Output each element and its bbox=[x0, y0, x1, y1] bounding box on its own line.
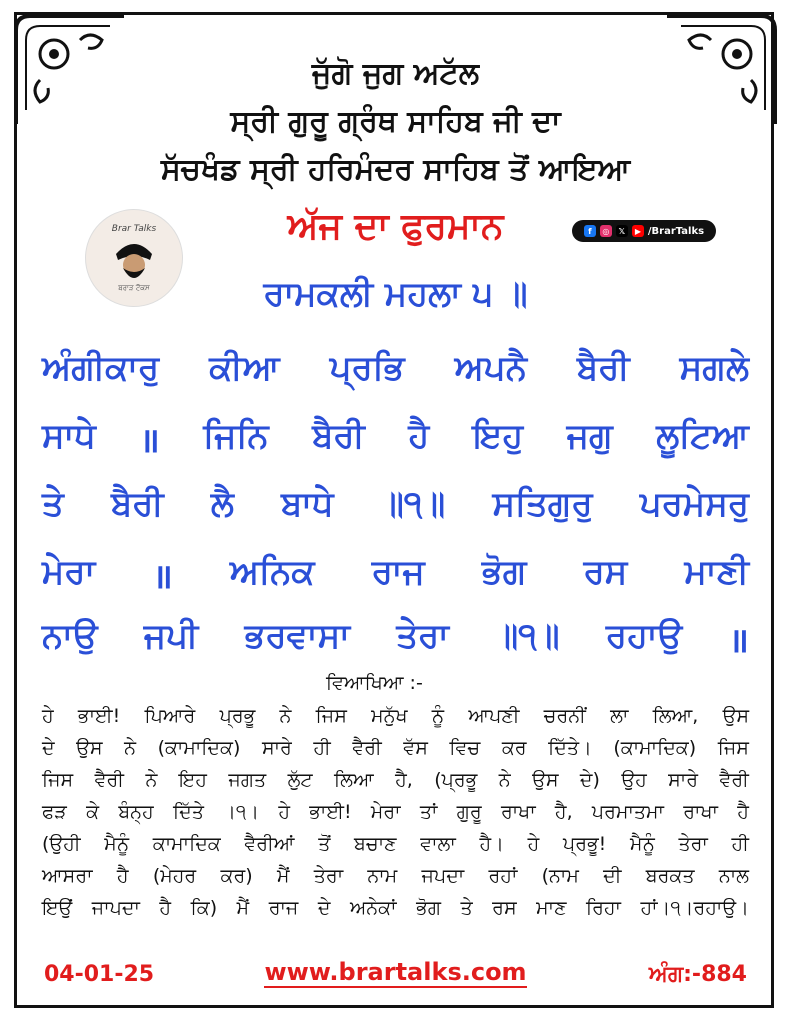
social-handle: /BrarTalks bbox=[647, 225, 705, 237]
word: ॥ bbox=[152, 557, 173, 597]
word: ਲਿਆ bbox=[334, 769, 374, 791]
word: ਜਗੁ bbox=[566, 416, 613, 456]
word: ਨੇ bbox=[498, 769, 511, 791]
word: ਰਾਖਾ bbox=[500, 801, 536, 823]
word: ਤੋਂ bbox=[318, 833, 331, 855]
word: ਉਸ bbox=[722, 705, 749, 727]
word: ਇਉਂ bbox=[42, 897, 73, 919]
word: ਪਰਮਾਤਮਾ bbox=[591, 801, 664, 823]
word: ਲਾ bbox=[610, 705, 629, 727]
word: ਸਗਲੇ bbox=[679, 348, 749, 388]
word: ਪ੍ਰਭੂ! bbox=[562, 833, 607, 855]
word: ਤੇ bbox=[460, 897, 473, 919]
word: ਨੇ bbox=[145, 769, 158, 791]
word: ਮੇਰਾ bbox=[42, 552, 96, 592]
shabad-title: ਰਾਮਕਲੀ ਮਹਲਾ ੫ ॥ bbox=[263, 274, 528, 314]
word: (ਨਾਮ bbox=[541, 865, 579, 887]
word: ਸਾਰੇ bbox=[261, 737, 292, 759]
word: ਜਿਨਿ bbox=[203, 416, 269, 456]
word: ਮਨੁੱਖ bbox=[371, 705, 408, 727]
word: ਕਰ) bbox=[220, 865, 253, 887]
header-line-1: ਜੁੱਗੋ ਜੁਗ ਅਟੱਲ bbox=[311, 56, 480, 91]
word: ਹਾਂ।੧।ਰਹਾਉ। bbox=[640, 897, 749, 919]
word: ਜਿਸ bbox=[717, 737, 749, 759]
word: ਰਸ bbox=[583, 552, 628, 592]
word: ਫੜ bbox=[42, 801, 67, 823]
word: ਭੋਗ bbox=[481, 552, 527, 592]
word: ਪਿਆਰੇ bbox=[144, 705, 196, 727]
facebook-icon[interactable]: f bbox=[584, 225, 596, 237]
word: ॥ bbox=[728, 621, 749, 661]
word: ਤੇਰਾ bbox=[313, 865, 344, 887]
word: ਜਪੀ bbox=[143, 616, 199, 656]
word: ਪਰਮੇਸਰੁ bbox=[639, 484, 749, 524]
word: ਰਾਜ bbox=[371, 552, 425, 592]
word: ਮਾਣ bbox=[536, 897, 567, 919]
vyakhya-line bbox=[42, 897, 749, 919]
page-title: ਅੱਜ ਦਾ ਫੁਰਮਾਨ bbox=[287, 206, 504, 247]
shabad-line bbox=[42, 348, 749, 388]
word: ਰਸ bbox=[492, 897, 517, 919]
word: ਲੈ bbox=[210, 484, 234, 524]
word: ਹੇ bbox=[42, 705, 54, 727]
social-handles bbox=[572, 220, 716, 242]
header-line-3: ਸੱਚਖੰਡ ਸ੍ਰੀ ਹਰਿਮੰਦਰ ਸਾਹਿਬ ਤੋਂ ਆਇਆ bbox=[160, 152, 631, 187]
word: ਪ੍ਰਭੂ bbox=[219, 705, 256, 727]
word: ਵੱਸ bbox=[403, 737, 428, 759]
word: (ਮੇਹਰ bbox=[152, 865, 197, 887]
word: ।੧। bbox=[223, 801, 260, 823]
vyakhya-line bbox=[42, 865, 749, 887]
word: ਵਿਚ bbox=[449, 737, 481, 759]
shabad-line bbox=[42, 484, 749, 524]
vyakhya-heading: ਵਿਆਖਿਆ :- bbox=[326, 672, 423, 694]
word: ਦੇ bbox=[317, 897, 331, 919]
word: ਨਾਉ bbox=[42, 616, 98, 656]
word: ਸਤਿਗੁਰੁ bbox=[492, 484, 593, 524]
word: ਮੈਂ bbox=[236, 897, 250, 919]
word: ਲਿਆ, bbox=[652, 705, 699, 727]
word: ਦੇ) bbox=[579, 769, 600, 791]
word: (ਪ੍ਰਭੂ bbox=[434, 769, 478, 791]
word: ਹੈ, bbox=[554, 801, 573, 823]
word: ਸਾਰੇ bbox=[668, 769, 699, 791]
word: ਰਾਖਾ bbox=[683, 801, 718, 823]
word: ਉਸ bbox=[532, 769, 559, 791]
word: ਹੈ, bbox=[395, 769, 413, 791]
word: ਦੇ bbox=[42, 737, 55, 759]
word: ਵੈਰੀਆਂ bbox=[244, 833, 295, 855]
word: ਬੰਨ੍ਹ bbox=[118, 801, 154, 823]
word: ਹੈ bbox=[737, 801, 749, 823]
word: ਲੁੱਟ bbox=[287, 769, 313, 791]
word: ॥ bbox=[139, 421, 160, 461]
word: ਤੇਰਾ bbox=[396, 616, 449, 656]
word: ਹੇ bbox=[527, 833, 540, 855]
word: (ਕਾਮਾਦਿਕ) bbox=[157, 737, 241, 759]
word: ਵਾਲਾ bbox=[420, 833, 456, 855]
vyakhya-line bbox=[42, 801, 749, 823]
word: ਮੈਨੂੰ bbox=[629, 833, 655, 855]
word: ਬੈਰੀ bbox=[111, 484, 164, 524]
word: ਚਰਨੀਂ bbox=[543, 705, 586, 727]
word: (ਕਾਮਾਦਿਕ) bbox=[613, 737, 697, 759]
word: ਵੈਰੀ bbox=[352, 737, 382, 759]
word: ਤਾਂ bbox=[419, 801, 438, 823]
word: ਪ੍ਰਭਿ bbox=[329, 348, 405, 388]
word: ਦਿੱਤੇ। bbox=[548, 737, 592, 759]
word: ਨਾਲ bbox=[718, 865, 749, 887]
word: ਮੈਨੂੰ bbox=[104, 833, 130, 855]
word: ਵੈਰੀ bbox=[94, 769, 125, 791]
word: ॥੧॥ bbox=[495, 616, 560, 656]
logo-subtext: ਬਰਾੜ ਟੌਕਸ bbox=[118, 284, 150, 292]
word: ਰਹਾਂ bbox=[488, 865, 518, 887]
ang-label: ਅੰਗ:-884 bbox=[648, 962, 747, 987]
date-label: 04-01-25 bbox=[44, 962, 155, 987]
word: ਮੈਂ bbox=[276, 865, 290, 887]
word: ਦੀ bbox=[603, 865, 622, 887]
vyakhya-line bbox=[42, 737, 749, 759]
x-icon[interactable]: 𝕏 bbox=[616, 225, 628, 237]
word: ਰਾਜ bbox=[268, 897, 299, 919]
word: ਹੈ। bbox=[479, 833, 504, 855]
word: ਨੇ bbox=[124, 737, 136, 759]
word: ਨੂੰ bbox=[431, 705, 445, 727]
shabad-line bbox=[42, 616, 749, 662]
logo-text: Brar Talks bbox=[111, 224, 157, 234]
vyakhya-line bbox=[42, 769, 749, 791]
website-text[interactable]: www.brartalks.com bbox=[264, 958, 527, 986]
word: ਭਾਈ! bbox=[309, 801, 352, 823]
word: ਹੇ bbox=[278, 801, 290, 823]
word: ਹੈ bbox=[408, 416, 430, 456]
word: ਇਹ bbox=[178, 769, 207, 791]
word: ਦਿੱਤੇ bbox=[173, 801, 204, 823]
shabad-line bbox=[42, 552, 749, 598]
word: ਕਿ) bbox=[190, 897, 218, 919]
word: ਤੇਰਾ bbox=[678, 833, 708, 855]
word: ਜਿਸ bbox=[42, 769, 74, 791]
word: ਰਿਹਾ bbox=[585, 897, 621, 919]
word: ਅੰਗੀਕਾਰੁ bbox=[42, 348, 160, 388]
word: ਕੀਆ bbox=[209, 348, 280, 388]
word: ਨਾਮ bbox=[367, 865, 398, 887]
word: ਜਗਤ bbox=[228, 769, 267, 791]
word: ਰਹਾਉ bbox=[605, 616, 683, 656]
word: ਅਨੇਕਾਂ bbox=[349, 897, 397, 919]
word: ਹੀ bbox=[313, 737, 331, 759]
word: ਹੀ bbox=[731, 833, 749, 855]
word: ਬਰਕਤ bbox=[645, 865, 695, 887]
vyakhya-line bbox=[42, 833, 749, 855]
word: ਆਸਰਾ bbox=[42, 865, 93, 887]
word: ਵੈਰੀ bbox=[719, 769, 749, 791]
word: ਬਚਾਣ bbox=[354, 833, 397, 855]
word: ਅਪਨੈ bbox=[454, 348, 527, 388]
word: ਗੁਰੂ bbox=[456, 801, 482, 823]
word: ਕਾਮਾਦਿਕ bbox=[152, 833, 221, 855]
word: ਭਰਵਾਸਾ bbox=[244, 616, 350, 656]
word: ਭੋਗ bbox=[416, 897, 441, 919]
youtube-icon[interactable]: ▶ bbox=[632, 225, 644, 237]
header-line-2: ਸ੍ਰੀ ਗੁਰੂ ਗ੍ਰੰਥ ਸਾਹਿਬ ਜੀ ਦਾ bbox=[230, 104, 561, 139]
word: ਮਾਣੀ bbox=[684, 552, 749, 592]
word: ਅਨਿਕ bbox=[229, 552, 315, 592]
instagram-icon[interactable]: ◎ bbox=[600, 225, 612, 237]
word: ਕੇ bbox=[86, 801, 100, 823]
word: ਹੈ bbox=[116, 865, 129, 887]
word: ॥੧॥ bbox=[380, 484, 446, 524]
word: ਬਾਧੇ bbox=[281, 484, 334, 524]
word: ਮੇਰਾ bbox=[370, 801, 401, 823]
word: ਜਪਦਾ bbox=[421, 865, 465, 887]
word: ਬੈਰੀ bbox=[312, 416, 365, 456]
word: ਸਾਧੇ bbox=[42, 416, 96, 456]
word: ਜਿਸ bbox=[315, 705, 347, 727]
word: ਤੇ bbox=[42, 484, 64, 524]
word: (ਉਹੀ bbox=[42, 833, 81, 855]
word: ਜਾਪਦਾ bbox=[91, 897, 140, 919]
vyakhya-line bbox=[42, 705, 749, 727]
word: ਭਾਈ! bbox=[77, 705, 121, 727]
word: ਨੇ bbox=[279, 705, 292, 727]
shabad-line bbox=[42, 416, 749, 462]
word: ਉਹ bbox=[621, 769, 647, 791]
word: ਇਹੁ bbox=[472, 416, 524, 456]
word: ਲੂਟਿਆ bbox=[656, 416, 749, 456]
word: ਬੈਰੀ bbox=[577, 348, 630, 388]
word: ਆਪਣੀ bbox=[468, 705, 520, 727]
word: ਹੈ bbox=[159, 897, 172, 919]
word: ਕਰ bbox=[501, 737, 527, 759]
word: ਉਸ bbox=[76, 737, 103, 759]
